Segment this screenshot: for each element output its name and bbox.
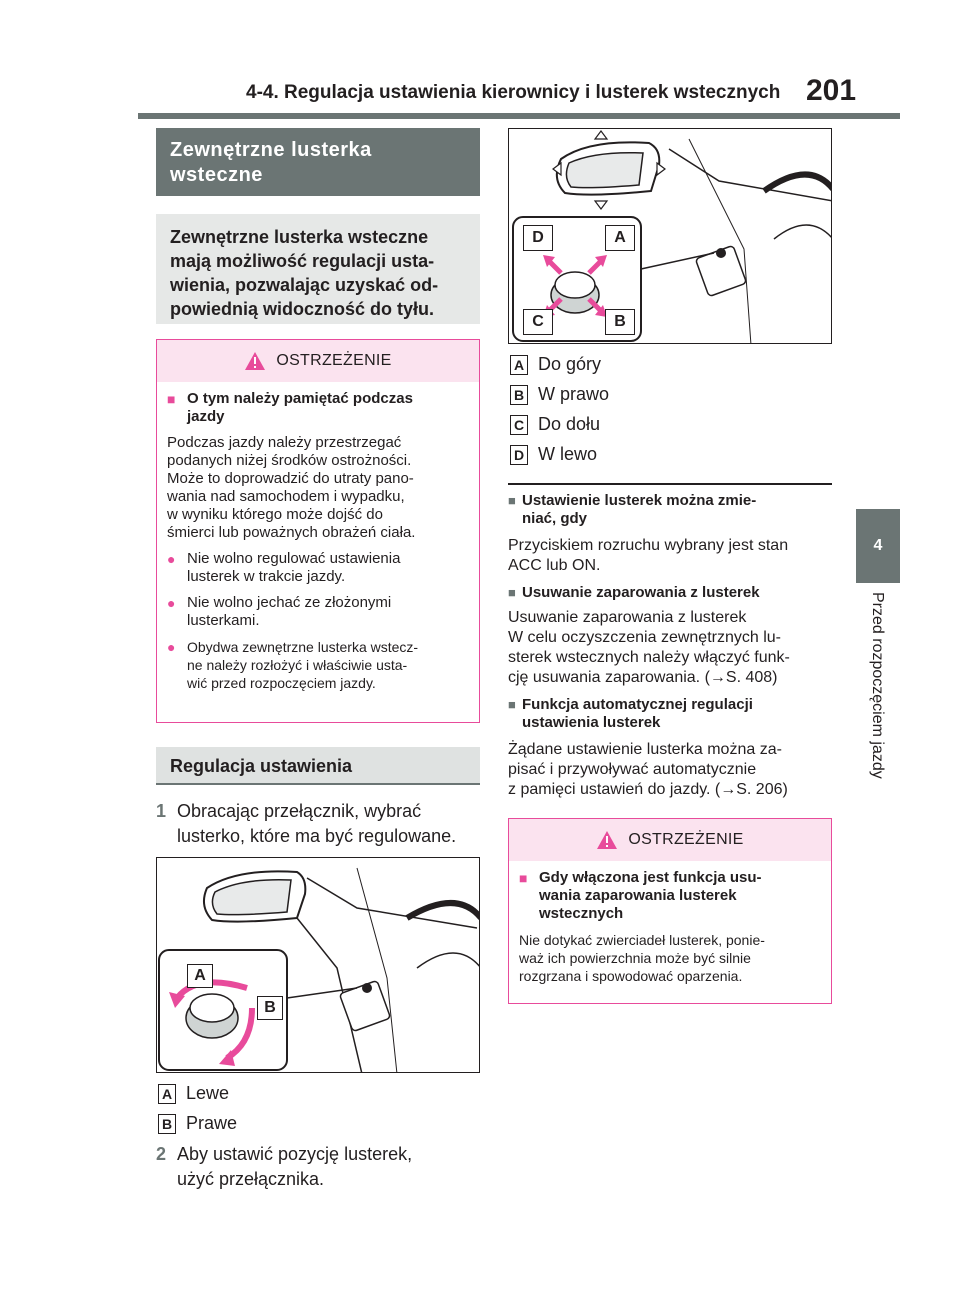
note-heading-line: ■ Funkcja automatycznej regulacji <box>522 696 753 713</box>
warning-text-line: w wyniku którego może dojść do <box>167 506 383 523</box>
warning-header <box>157 340 479 382</box>
figure-label: A <box>605 225 635 251</box>
note-text-line: pisać i przywoływać automatycznie <box>508 761 757 778</box>
intro-line: Zewnętrzne lusterka wsteczne <box>170 227 429 247</box>
warning-bullet <box>167 550 467 586</box>
warning-heading <box>167 390 467 426</box>
note-heading <box>508 696 832 732</box>
warning-text-line: podanych niżej środków ostrożności. <box>167 452 412 469</box>
intro-line: powiednią widoczność do tyłu. <box>170 299 435 319</box>
step-text-line: użyć przełącznika. <box>177 1169 325 1189</box>
note-text-line: Usuwanie zaparowania z lusterek <box>508 609 747 626</box>
warning-triangle-icon <box>596 830 618 850</box>
warning-triangle-icon <box>244 351 266 371</box>
legend-label: Do dołu <box>538 414 601 434</box>
warning-heading-line: ■ Gdy włączona jest funkcja usu- <box>539 869 762 886</box>
warning-text-line: Może to doprowadzić do utraty pano- <box>167 470 414 487</box>
note-heading-line: niać, gdy <box>522 510 588 527</box>
step-text-line: Obracając przełącznik, wybrać <box>177 801 422 821</box>
legend-key: D <box>510 445 528 465</box>
legend-key: B <box>510 385 528 405</box>
note-heading-line: ■ Usuwanie zaparowania z lusterek <box>522 584 760 601</box>
header-rule <box>138 113 900 119</box>
note-text <box>508 740 832 800</box>
note-heading-line: ustawienia lusterek <box>522 714 661 731</box>
warning-title: OSTRZEŻENIE <box>276 352 392 369</box>
running-header: 4-4. Regulacja ustawienia kierownicy i lusterek wstecznych <box>246 82 781 103</box>
legend-item <box>510 444 597 465</box>
section-title <box>156 128 480 196</box>
warning-text-line: waż ich powierzchnia może być silnie <box>519 950 751 966</box>
figure-label: C <box>523 309 553 335</box>
warning-text-line: Podczas jazdy należy przestrzegać <box>167 434 402 451</box>
step-text-line: Aby ustawić pozycję lusterek, <box>177 1144 413 1164</box>
note-text <box>508 536 832 576</box>
warning-text-line: rozgrzana i spowodować oparzenia. <box>519 968 743 984</box>
note-text-line: ACC lub ON. <box>508 557 601 574</box>
mirror-direction-illustration <box>508 128 832 344</box>
note-heading <box>508 584 832 602</box>
warning-text <box>519 931 819 985</box>
legend-label: W prawo <box>538 384 610 404</box>
warning-text-line: śmierci lub poważnych obrażeń ciała. <box>167 524 416 541</box>
warning-bullet-line: ● Nie wolno jechać ze złożonymi <box>187 594 392 611</box>
figure-label: B <box>257 996 283 1020</box>
page-number: 201 <box>806 74 857 107</box>
warning-body <box>157 382 479 692</box>
note-heading <box>508 492 832 528</box>
legend-key: C <box>510 415 528 435</box>
warning-header <box>509 819 831 861</box>
section-title-line: Zewnętrzne lusterka <box>170 139 372 161</box>
note-heading-line: ■ Ustawienie lusterek można zmie- <box>522 492 757 509</box>
warning-bullet-line: lusterkami. <box>187 612 260 629</box>
legend-item <box>510 354 601 375</box>
warning-bullet-line: ● Nie wolno regulować ustawienia <box>187 550 401 567</box>
warning-heading-line: ■ O tym należy pamiętać podczas <box>187 390 413 407</box>
mirror-select-illustration <box>156 857 480 1073</box>
chapter-tab: 4 <box>856 509 900 583</box>
note-text-line: z pamięci ustawień do jazdy. (→S. 206) <box>508 781 788 798</box>
warning-text-line: wania nad samochodem i wypadku, <box>167 488 405 505</box>
figure-label: A <box>187 964 213 988</box>
figure-label: B <box>605 309 635 335</box>
warning-bullet-line: wić przed rozpoczęciem jazdy. <box>187 675 376 691</box>
warning-text-line: Nie dotykać zwierciadeł lusterek, ponie- <box>519 932 765 948</box>
note-text <box>508 608 832 688</box>
intro-line: wienia, pozwalając uzyskać od- <box>170 275 439 295</box>
figure-label: D <box>523 225 553 251</box>
note-text-line: W celu oczyszczenia zewnętrznych lu- <box>508 629 781 646</box>
warning-box <box>156 339 480 723</box>
intro-line: mają możliwość regulacji usta- <box>170 251 435 271</box>
legend-label: Prawe <box>186 1113 238 1133</box>
warning-heading <box>519 869 819 923</box>
warning-body <box>509 861 831 985</box>
chapter-label: Przed rozpoczęciem jazdy <box>869 592 886 779</box>
warning-heading-line: wstecznych <box>539 905 624 922</box>
warning-bullet-line: lusterek w trakcie jazdy. <box>187 568 346 585</box>
legend-key: A <box>510 355 528 375</box>
step-text-line: lusterko, które ma być regulowane. <box>177 826 457 846</box>
step-number: 2 <box>156 1144 167 1164</box>
warning-heading-line: wania zaparowania lusterek <box>539 887 737 904</box>
legend-label: W lewo <box>538 444 598 464</box>
legend-label: Do góry <box>538 354 602 374</box>
warning-box <box>508 818 832 1004</box>
warning-bullet-line: ● Obydwa zewnętrzne lusterka wstecz- <box>187 639 419 655</box>
warning-bullet <box>167 594 467 630</box>
mirror-direction-svg <box>509 129 832 344</box>
legend-item <box>510 414 600 435</box>
legend-label: Lewe <box>186 1083 230 1103</box>
section-title-line: wsteczne <box>170 164 263 186</box>
warning-bullet <box>167 638 467 692</box>
legend-item <box>158 1083 229 1104</box>
intro-box <box>156 214 480 324</box>
legend-item <box>158 1113 237 1134</box>
step-number: 1 <box>156 801 167 821</box>
warning-bullet-line: ne należy rozłożyć i właściwie usta- <box>187 657 408 673</box>
warning-text <box>167 434 467 542</box>
note-text-line: Żądane ustawienie lusterka można za- <box>508 741 782 758</box>
legend-item <box>510 384 609 405</box>
warning-title: OSTRZEŻENIE <box>628 831 744 848</box>
warning-heading-line: jazdy <box>187 408 225 425</box>
legend-key: B <box>158 1114 176 1134</box>
legend-key: A <box>158 1084 176 1104</box>
notes-divider <box>508 483 832 485</box>
adjust-title: Regulacja ustawienia <box>156 747 480 785</box>
note-text-line: Przyciskiem rozruchu wybrany jest stan <box>508 537 789 554</box>
note-text-line: cję usuwania zaparowania. (→S. 408) <box>508 669 778 686</box>
note-text-line: sterek wstecznych należy włączyć funk- <box>508 649 790 666</box>
step-1 <box>156 799 480 849</box>
step-2 <box>156 1142 480 1192</box>
